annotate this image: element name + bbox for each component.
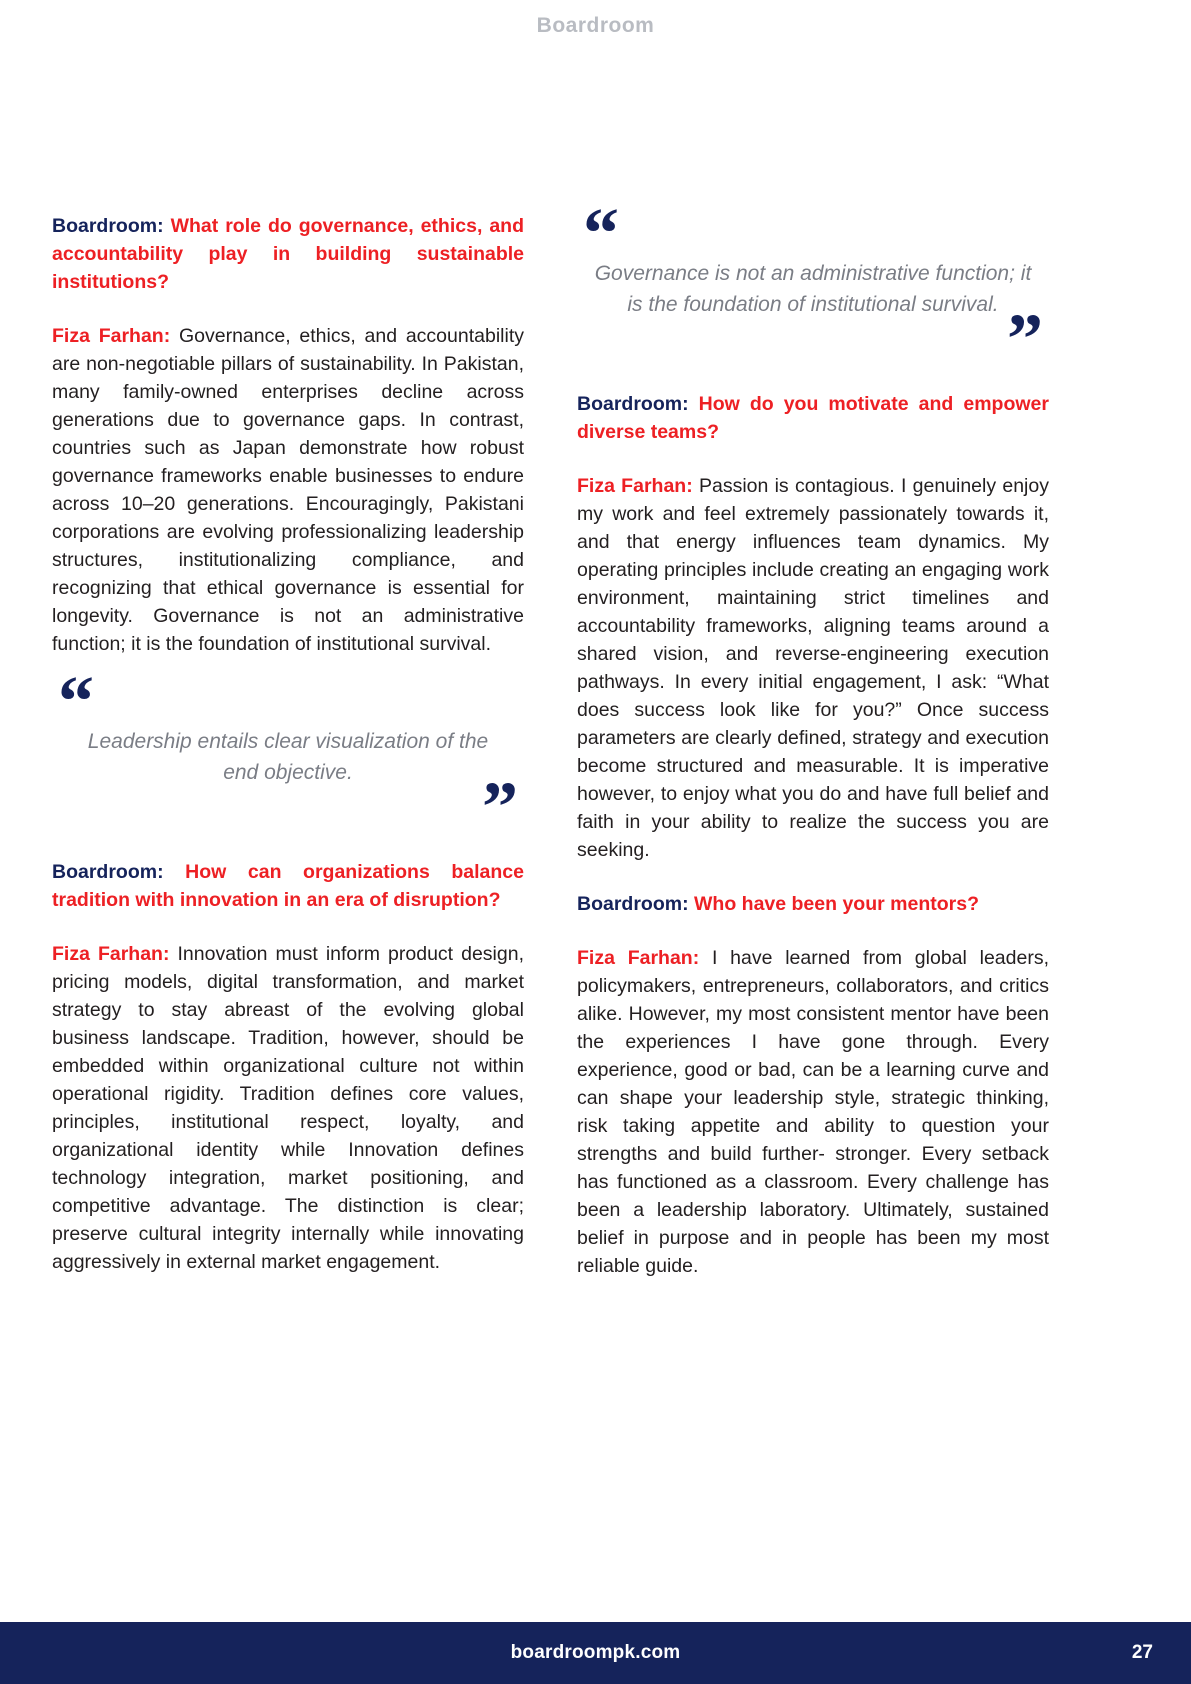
qa-block-tradition-innovation	[52, 858, 524, 1276]
answer-text: Innovation must inform product design, pricing models, digital transformation, and market strategy to stay abreast of the evolving global business landscape. Tradition, however, should be embedded within organizational culture not within operational rigidity. Tradition defines core values, principles, institutional respect, loyalty, and organizational identity while Innovation defines technology integration, market positioning, and competitive advantage. The distinction is clear; preserve cultural integrity internally while innovating aggressively in external market engagement.	[52, 943, 524, 1273]
interviewee-label: Fiza Farhan:	[577, 947, 700, 969]
answer-paragraph	[52, 322, 524, 658]
qa-block-motivate-teams	[577, 390, 1049, 864]
article-body	[52, 193, 1139, 1306]
pullquote-governance	[577, 193, 1049, 379]
footer-website: boardroompk.com	[510, 1642, 681, 1663]
pullquote-text: Governance is not an administrative function; it is the foundation of institutional survival.	[594, 262, 1032, 316]
interviewer-label: Boardroom:	[577, 893, 689, 915]
question-text: How can organizations balance tradition with innovation in an era of disruption?	[52, 861, 524, 911]
question-paragraph	[577, 390, 1049, 446]
quote-open-icon: “	[58, 661, 94, 741]
interviewer-label: Boardroom:	[577, 393, 689, 415]
question-text: Who have been your mentors?	[694, 893, 979, 915]
answer-text: Governance, ethics, and accountability are non-negotiable pillars of sustainability. In Pakistan, many family-owned enterprises decline across generations due to governance gaps. In contrast, countries such as Japan demonstrate how robust governance frameworks enable businesses to endure across 10–20 generations. Encouragingly, Pakistani corporations are evolving professionalizing leadership structures, institutionalizing compliance, and recognizing that ethical governance is essential for longevity. Governance is not an administrative function; it is the foundation of institutional survival.	[52, 325, 524, 655]
question-paragraph	[52, 212, 524, 296]
question-text: How do you motivate and empower diverse teams?	[577, 393, 1049, 443]
question-paragraph	[577, 890, 1049, 918]
quote-close-icon: ”	[1007, 299, 1043, 379]
interviewee-label: Fiza Farhan:	[577, 475, 693, 497]
answer-text: I have learned from global leaders, policymakers, entrepreneurs, collaborators, and critics alike. However, my most consistent mentor have been the experiences I have gone through. Every experience, good or bad, can be a learning curve and can shape your leadership style, strategic thinking, risk taking appetite and ability to question your strengths and build further- stronger. Every setback has functioned as a classroom. Every challenge has been a leadership laboratory. Ultimately, sustained belief in purpose and in people has been my most reliable guide.	[577, 947, 1049, 1277]
answer-paragraph	[577, 944, 1049, 1280]
question-paragraph	[52, 858, 524, 914]
interviewee-label: Fiza Farhan:	[52, 325, 171, 347]
right-column	[577, 193, 1049, 1306]
answer-paragraph	[577, 472, 1049, 864]
interviewer-label: Boardroom:	[52, 215, 164, 237]
footer-bar	[0, 1622, 1191, 1684]
question-text: What role do governance, ethics, and accountability play in building sustainable institutions?	[52, 215, 525, 293]
quote-open-icon: “	[583, 193, 619, 273]
page-number: 27	[1131, 1642, 1153, 1663]
pullquote-leadership	[52, 661, 524, 847]
answer-paragraph	[52, 940, 524, 1276]
pullquote-text: Leadership entails clear visualization of the end objective.	[87, 730, 489, 784]
answer-text: Passion is contagious. I genuinely enjoy my work and feel extremely passionately towards it, and that energy influences team dynamics. My operating principles include creating an engaging work environment, maintaining strict timelines and accountability frameworks, aligning teams around a shared vision, and reverse-engineering execution pathways. In every initial engagement, I ask: “What does success look like for you?” Once success parameters are clearly defined, strategy and execution become structured and measurable. It is imperative however, to enjoy what you do and have full belief and faith in your ability to realize the success you are seeking.	[577, 475, 1049, 861]
interviewer-label: Boardroom:	[52, 861, 164, 883]
magazine-title: Boardroom	[536, 14, 655, 37]
qa-block-governance	[52, 212, 524, 658]
qa-block-mentors	[577, 890, 1049, 1280]
interviewee-label: Fiza Farhan:	[52, 943, 170, 965]
left-column	[52, 212, 524, 1306]
quote-close-icon: ”	[482, 767, 518, 847]
